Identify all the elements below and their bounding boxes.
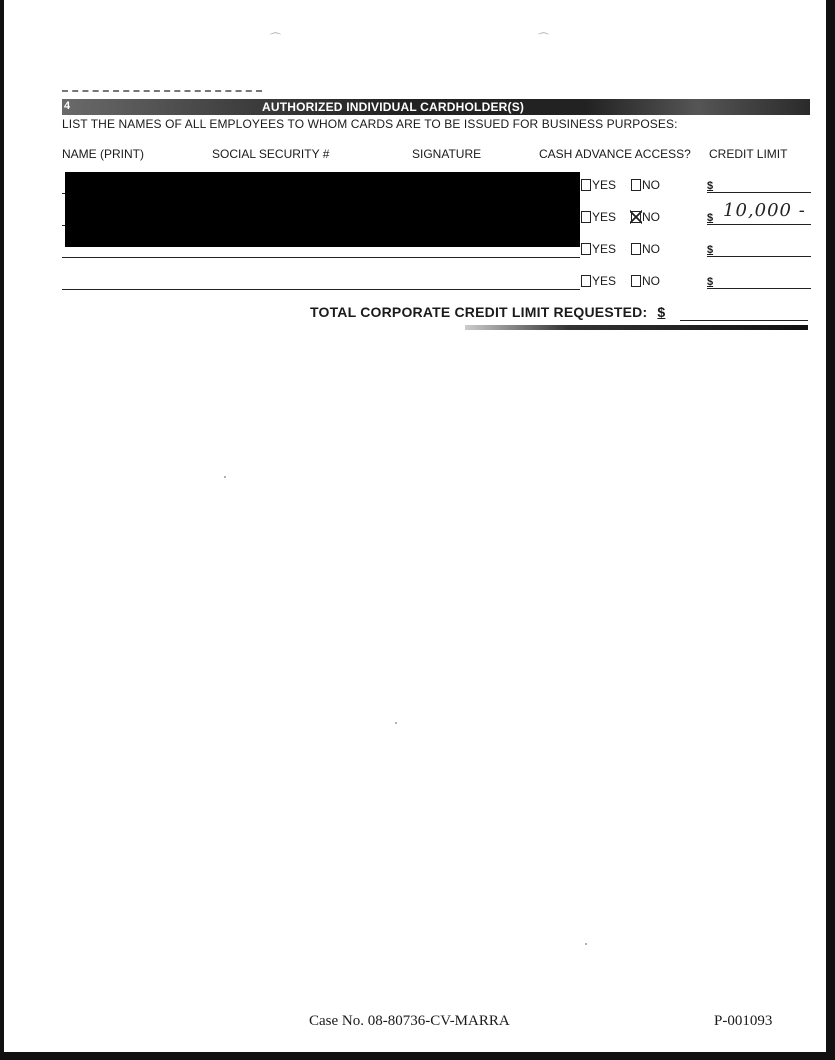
cash-advance-no-option[interactable] xyxy=(631,242,660,256)
cash-advance-yes-option[interactable] xyxy=(581,178,616,192)
yes-checkbox[interactable] xyxy=(581,211,591,223)
column-header-name: NAME (PRINT) xyxy=(62,147,144,161)
cash-advance-options-row-3 xyxy=(581,242,675,256)
cash-advance-no-option[interactable] xyxy=(631,210,660,224)
scan-artifact-mark: ⌒ xyxy=(538,33,549,45)
column-header-signature: SIGNATURE xyxy=(412,147,482,161)
no-checkbox[interactable] xyxy=(631,243,641,255)
cash-advance-no-option[interactable] xyxy=(631,178,660,192)
yes-label: YES xyxy=(592,178,617,192)
section-header-bar xyxy=(62,99,810,115)
cash-advance-options-row-2 xyxy=(581,210,675,224)
case-number: Case No. 08-80736-CV-MARRA xyxy=(309,1013,510,1029)
dollar-sign: $ xyxy=(707,244,714,256)
credit-limit-field-row-2[interactable] xyxy=(707,200,811,225)
scan-edge-bottom xyxy=(0,1052,835,1060)
cash-advance-no-option[interactable] xyxy=(631,274,660,288)
no-checkbox[interactable] xyxy=(631,179,641,191)
total-credit-limit-field[interactable] xyxy=(680,320,808,321)
column-header-ssn: SOCIAL SECURITY # xyxy=(212,147,330,161)
handwritten-credit-limit: 10,000 - xyxy=(723,200,806,221)
cardholder-row-line-3[interactable] xyxy=(62,257,580,258)
section-instruction: LIST THE NAMES OF ALL EMPLOYEES TO WHOM CARDS ARE TO BE ISSUED FOR BUSINESS PURPOSES: xyxy=(62,117,678,131)
scan-artifact-mark: ⌒ xyxy=(270,33,281,45)
cash-advance-options-row-4 xyxy=(581,274,675,288)
credit-limit-field-row-3[interactable] xyxy=(707,242,811,257)
scan-speck xyxy=(224,476,226,478)
cut-off-previous-section xyxy=(62,90,262,95)
total-label-text: TOTAL CORPORATE CREDIT LIMIT REQUESTED: xyxy=(310,304,648,320)
redaction-block xyxy=(65,172,580,247)
yes-label: YES xyxy=(592,242,617,256)
no-label: NO xyxy=(642,274,661,288)
yes-checkbox[interactable] xyxy=(581,243,591,255)
column-header-cash-advance: CASH ADVANCE ACCESS? xyxy=(539,147,691,161)
yes-checkbox[interactable] xyxy=(581,275,591,287)
section-number: 4 xyxy=(64,100,71,112)
scan-artifact-bar xyxy=(465,325,808,330)
yes-label: YES xyxy=(592,210,617,224)
scan-edge-left xyxy=(0,0,4,1060)
cash-advance-yes-option[interactable] xyxy=(581,274,616,288)
cash-advance-yes-option[interactable] xyxy=(581,210,616,224)
no-checkbox[interactable] xyxy=(631,275,641,287)
no-label: NO xyxy=(642,178,661,192)
yes-label: YES xyxy=(592,274,617,288)
dollar-sign: $ xyxy=(707,212,714,224)
bates-number: P-001093 xyxy=(714,1013,773,1029)
scan-speck xyxy=(395,722,397,724)
cash-advance-yes-option[interactable] xyxy=(581,242,616,256)
no-label: NO xyxy=(642,210,661,224)
total-dollar-sign: $ xyxy=(657,304,666,320)
dollar-sign: $ xyxy=(707,180,714,192)
credit-limit-field-row-4[interactable] xyxy=(707,274,811,289)
column-header-credit-limit: CREDIT LIMIT xyxy=(709,147,788,161)
cash-advance-options-row-1 xyxy=(581,178,675,192)
no-checkbox-checked[interactable] xyxy=(631,211,641,223)
scan-edge-right xyxy=(826,0,835,1060)
dollar-sign: $ xyxy=(707,276,714,288)
section-title: AUTHORIZED INDIVIDUAL CARDHOLDER(S) xyxy=(262,100,525,114)
no-label: NO xyxy=(642,242,661,256)
credit-limit-field-row-1[interactable] xyxy=(707,178,811,193)
yes-checkbox[interactable] xyxy=(581,179,591,191)
total-credit-limit-label xyxy=(310,304,665,320)
cardholder-row-line-4[interactable] xyxy=(62,289,580,290)
scan-speck xyxy=(585,943,587,945)
